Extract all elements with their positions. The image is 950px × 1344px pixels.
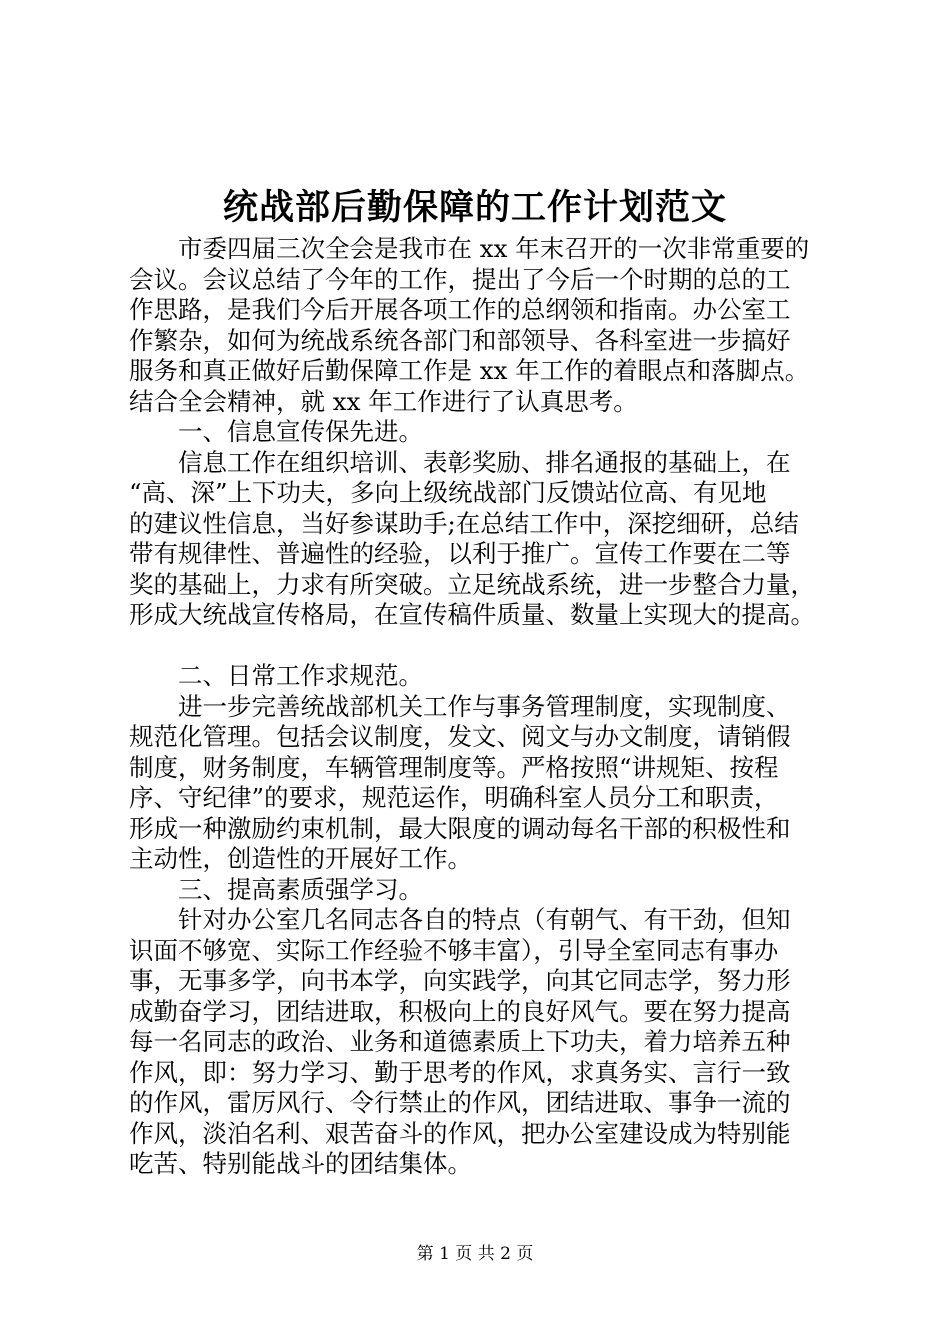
paragraph-line: 作思路，是我们今后开展各项工作的总纲领和指南。办公室工 bbox=[129, 295, 791, 324]
paragraph-line: 形成一种激励约束机制，最大限度的调动每名干部的积极性和 bbox=[129, 813, 791, 843]
paragraph-line: 形成大统战宣传格局，在宣传稿件质量、数量上实现大的提高。 bbox=[129, 600, 815, 629]
paragraph-line: 作风，淡泊名利、艰苦奋斗的作风，把办公室建设成为特别能 bbox=[129, 1118, 791, 1148]
blank-line bbox=[129, 631, 839, 662]
paragraph-line: 作繁杂，如何为统战系统各部门和部领导、各科室进一步搞好 bbox=[129, 325, 791, 355]
paragraph-line: 进一步完善统战部机关工作与事务管理制度，实现制度、 bbox=[178, 691, 791, 721]
page-footer: 第 1 页 共 2 页 bbox=[416, 1244, 534, 1264]
paragraph-line: 信息工作在组织培训、表彰奖励、排名通报的基础上，在 bbox=[178, 447, 791, 477]
paragraph-line: 作风，即：努力学习、勤于思考的作风，求真务实、言行一致 bbox=[129, 1057, 791, 1087]
paragraph-line: 会议。会议总结了今年的工作，提出了今后一个时期的总的工 bbox=[129, 264, 791, 294]
paragraph-line: 的建议性信息，当好参谋助手;在总结工作中，深挖细研，总结 bbox=[129, 508, 799, 538]
paragraph-line: 针对办公室几名同志各自的特点（有朝气、有干劲，但知 bbox=[178, 905, 791, 934]
paragraph-line: 市委四届三次全会是我市在 xx 年末召开的一次非常重要的 bbox=[178, 234, 810, 263]
section-heading: 一、信息宣传保先进。 bbox=[178, 417, 423, 446]
paragraph-line: 带有规律性、普遍性的经验，以利于推广。宣传工作要在二等 bbox=[129, 539, 791, 568]
paragraph-line: “高、深”上下功夫，多向上级统战部门反馈站位高、有见地 bbox=[129, 478, 767, 507]
section-heading: 二、日常工作求规范。 bbox=[178, 661, 423, 690]
paragraph-line: 吃苦、特别能战斗的团结集体。 bbox=[129, 1149, 472, 1178]
paragraph-line: 主动性，创造性的开展好工作。 bbox=[129, 844, 472, 873]
paragraph-line: 识面不够宽、实际工作经验不够丰富），引导全室同志有事办 bbox=[129, 935, 779, 965]
paragraph-line: 每一名同志的政治、业务和道德素质上下功夫，着力培养五种 bbox=[129, 1027, 791, 1056]
section-heading: 三、提高素质强学习。 bbox=[178, 874, 423, 904]
paragraph-line: 成勤奋学习，团结进取，积极向上的良好风气。要在努力提高 bbox=[129, 996, 791, 1026]
paragraph-line: 的作风，雷厉风行、令行禁止的作风，团结进取、事争一流的 bbox=[129, 1088, 791, 1117]
paragraph-line: 服务和真正做好后勤保障工作是 xx 年工作的着眼点和落脚点。 bbox=[129, 356, 810, 385]
paragraph-line: 序、守纪律”的要求，规范运作，明确科室人员分工和职责， bbox=[129, 783, 779, 812]
paragraph-line: 制度，财务制度，车辆管理制度等。严格按照“讲规矩、按程 bbox=[129, 752, 779, 782]
paragraph-line: 奖的基础上，力求有所突破。立足统战系统，进一步整合力量， bbox=[129, 569, 815, 599]
paragraph-line: 事，无事多学，向书本学，向实践学，向其它同志学，努力形 bbox=[129, 966, 791, 995]
document-body bbox=[129, 234, 839, 1180]
document-title: 统战部后勤保障的工作计划范文 bbox=[222, 187, 727, 228]
paragraph-line: 规范化管理。包括会议制度，发文、阅文与办文制度，请销假 bbox=[129, 722, 791, 751]
paragraph-line: 结合全会精神，就 xx 年工作进行了认真思考。 bbox=[129, 386, 638, 416]
